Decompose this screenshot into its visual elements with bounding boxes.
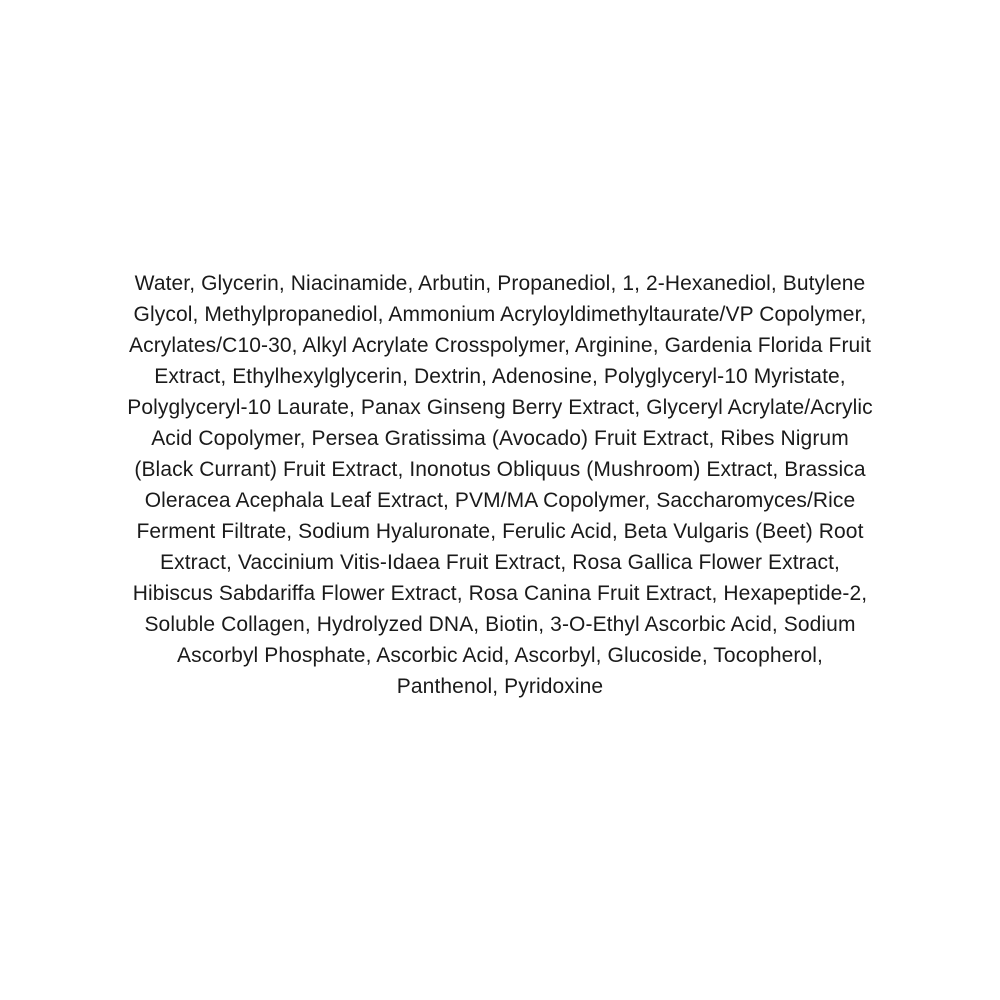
ingredients-line: Acrylates/C10-30, Alkyl Acrylate Crosspolymer, Arginine, Gardenia Florida Fruit	[128, 334, 872, 357]
ingredients-line: Ascorbyl Phosphate, Ascorbic Acid, Ascorbyl, Glucoside, Tocopherol,	[177, 644, 823, 667]
ingredients-line: Ferment Filtrate, Sodium Hyaluronate, Ferulic Acid, Beta Vulgaris (Beet) Root	[136, 520, 864, 543]
ingredients-line: Soluble Collagen, Hydrolyzed DNA, Biotin, 3-O-Ethyl Ascorbic Acid, Sodium	[144, 613, 856, 636]
ingredients-list	[0, 268, 1000, 702]
ingredients-line: Oleracea Acephala Leaf Extract, PVM/MA Copolymer, Saccharomyces/Rice	[144, 489, 856, 512]
ingredients-line: (Black Currant) Fruit Extract, Inonotus Obliquus (Mushroom) Extract, Brassica	[134, 458, 866, 481]
ingredients-line: Panthenol, Pyridoxine	[396, 675, 604, 698]
ingredients-line: Polyglyceryl-10 Laurate, Panax Ginseng Berry Extract, Glyceryl Acrylate/Acrylic	[127, 396, 873, 419]
ingredients-line: Acid Copolymer, Persea Gratissima (Avocado) Fruit Extract, Ribes Nigrum	[151, 427, 849, 450]
ingredients-line: Extract, Ethylhexylglycerin, Dextrin, Adenosine, Polyglyceryl-10 Myristate,	[154, 365, 846, 388]
ingredients-line: Extract, Vaccinium Vitis-Idaea Fruit Extract, Rosa Gallica Flower Extract,	[160, 551, 840, 574]
ingredients-line: Glycol, Methylpropanediol, Ammonium Acryloyldimethyltaurate/VP Copolymer,	[133, 303, 867, 326]
ingredients-line: Water, Glycerin, Niacinamide, Arbutin, Propanediol, 1, 2-Hexanediol, Butylene	[134, 272, 866, 295]
ingredients-line: Hibiscus Sabdariffa Flower Extract, Rosa Canina Fruit Extract, Hexapeptide-2,	[132, 582, 868, 605]
